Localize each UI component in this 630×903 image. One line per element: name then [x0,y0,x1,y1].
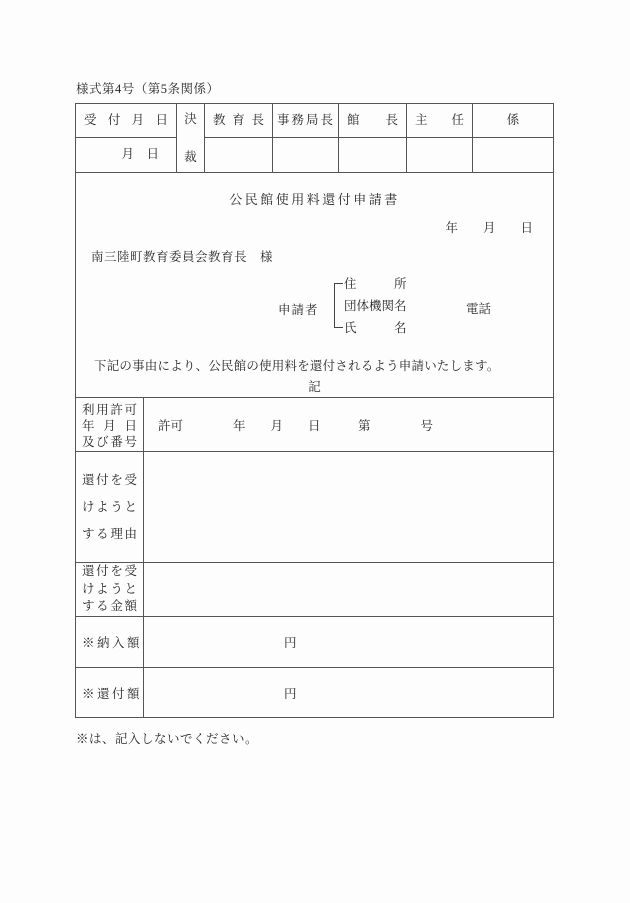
addressee: 南三陸町教育委員会教育長 様 [91,250,274,264]
official-label: 係 [473,104,553,138]
amount-value-cell [144,563,553,616]
official-label: 主任 [407,104,472,138]
row-label-reason: 還付を受 けようと する理由 [76,452,144,562]
stamp-cell [473,138,553,172]
request-statement: 下記の事由により、公民館の使用料を還付されるよう申請いたします。 [94,359,500,373]
form-body-block [76,173,553,398]
reception-date-field: 月 日 [121,147,159,161]
phone-label: 電話 [466,302,492,316]
official-column-jimukyokucho [273,104,339,172]
table-row-refund-amount [76,668,553,717]
reception-date-label: 受付月日 [76,104,176,138]
form-number: 様式第4号（第5条関係） [76,82,220,96]
official-column-kakari [473,104,553,172]
permit-value-cell: 許可 年 月 日 第 号 [158,418,434,433]
document-title: 公民館使用料還付申請書 [229,192,400,207]
approval-char-bottom: 裁 [184,150,197,164]
official-column-shunin [407,104,473,172]
applicant-fields [344,273,407,339]
row-label-amount: 還付を受 けようと する金額 [76,563,144,616]
table-row-paid-amount [76,617,553,668]
row-label-permit: 利用許可 年月日 及び番号 [76,398,144,451]
official-column-kyoikucho [205,104,273,172]
list-marker: 記 [308,380,321,394]
table-row-permit [76,398,553,452]
stamp-cell [339,138,406,172]
official-label: 館長 [339,104,406,138]
official-column-kancho [339,104,407,172]
reception-date-column [76,104,177,172]
row-label-paid-amount: ※納入額 [76,617,144,667]
approval-header-table [76,104,553,173]
official-label: 教育長 [205,104,272,138]
applicant-name-label: 氏 名 [344,321,407,335]
applicant-address-label: 住 所 [344,277,407,291]
approval-char-top: 決 [184,112,197,126]
reason-value-cell [144,452,553,562]
refund-amount-value-cell: 円 [284,686,297,701]
footer-note: ※は、記入しないでください。 [76,732,259,746]
applicant-bracket [334,283,343,328]
date-line: 年 月 日 [445,221,533,235]
stamp-cell [205,138,272,172]
applicant-label: 申請者 [278,303,319,317]
paid-amount-value-cell: 円 [284,636,297,650]
applicant-organization-label: 団体機関名 [344,299,407,313]
approval-stamp-column [177,104,205,172]
stamp-cell [273,138,338,172]
row-label-refund-amount: ※還付額 [76,668,144,717]
application-form [75,103,554,718]
stamp-cell [407,138,472,172]
official-label: 事務局長 [273,104,338,138]
table-row-amount [76,563,553,617]
table-row-reason [76,452,553,563]
